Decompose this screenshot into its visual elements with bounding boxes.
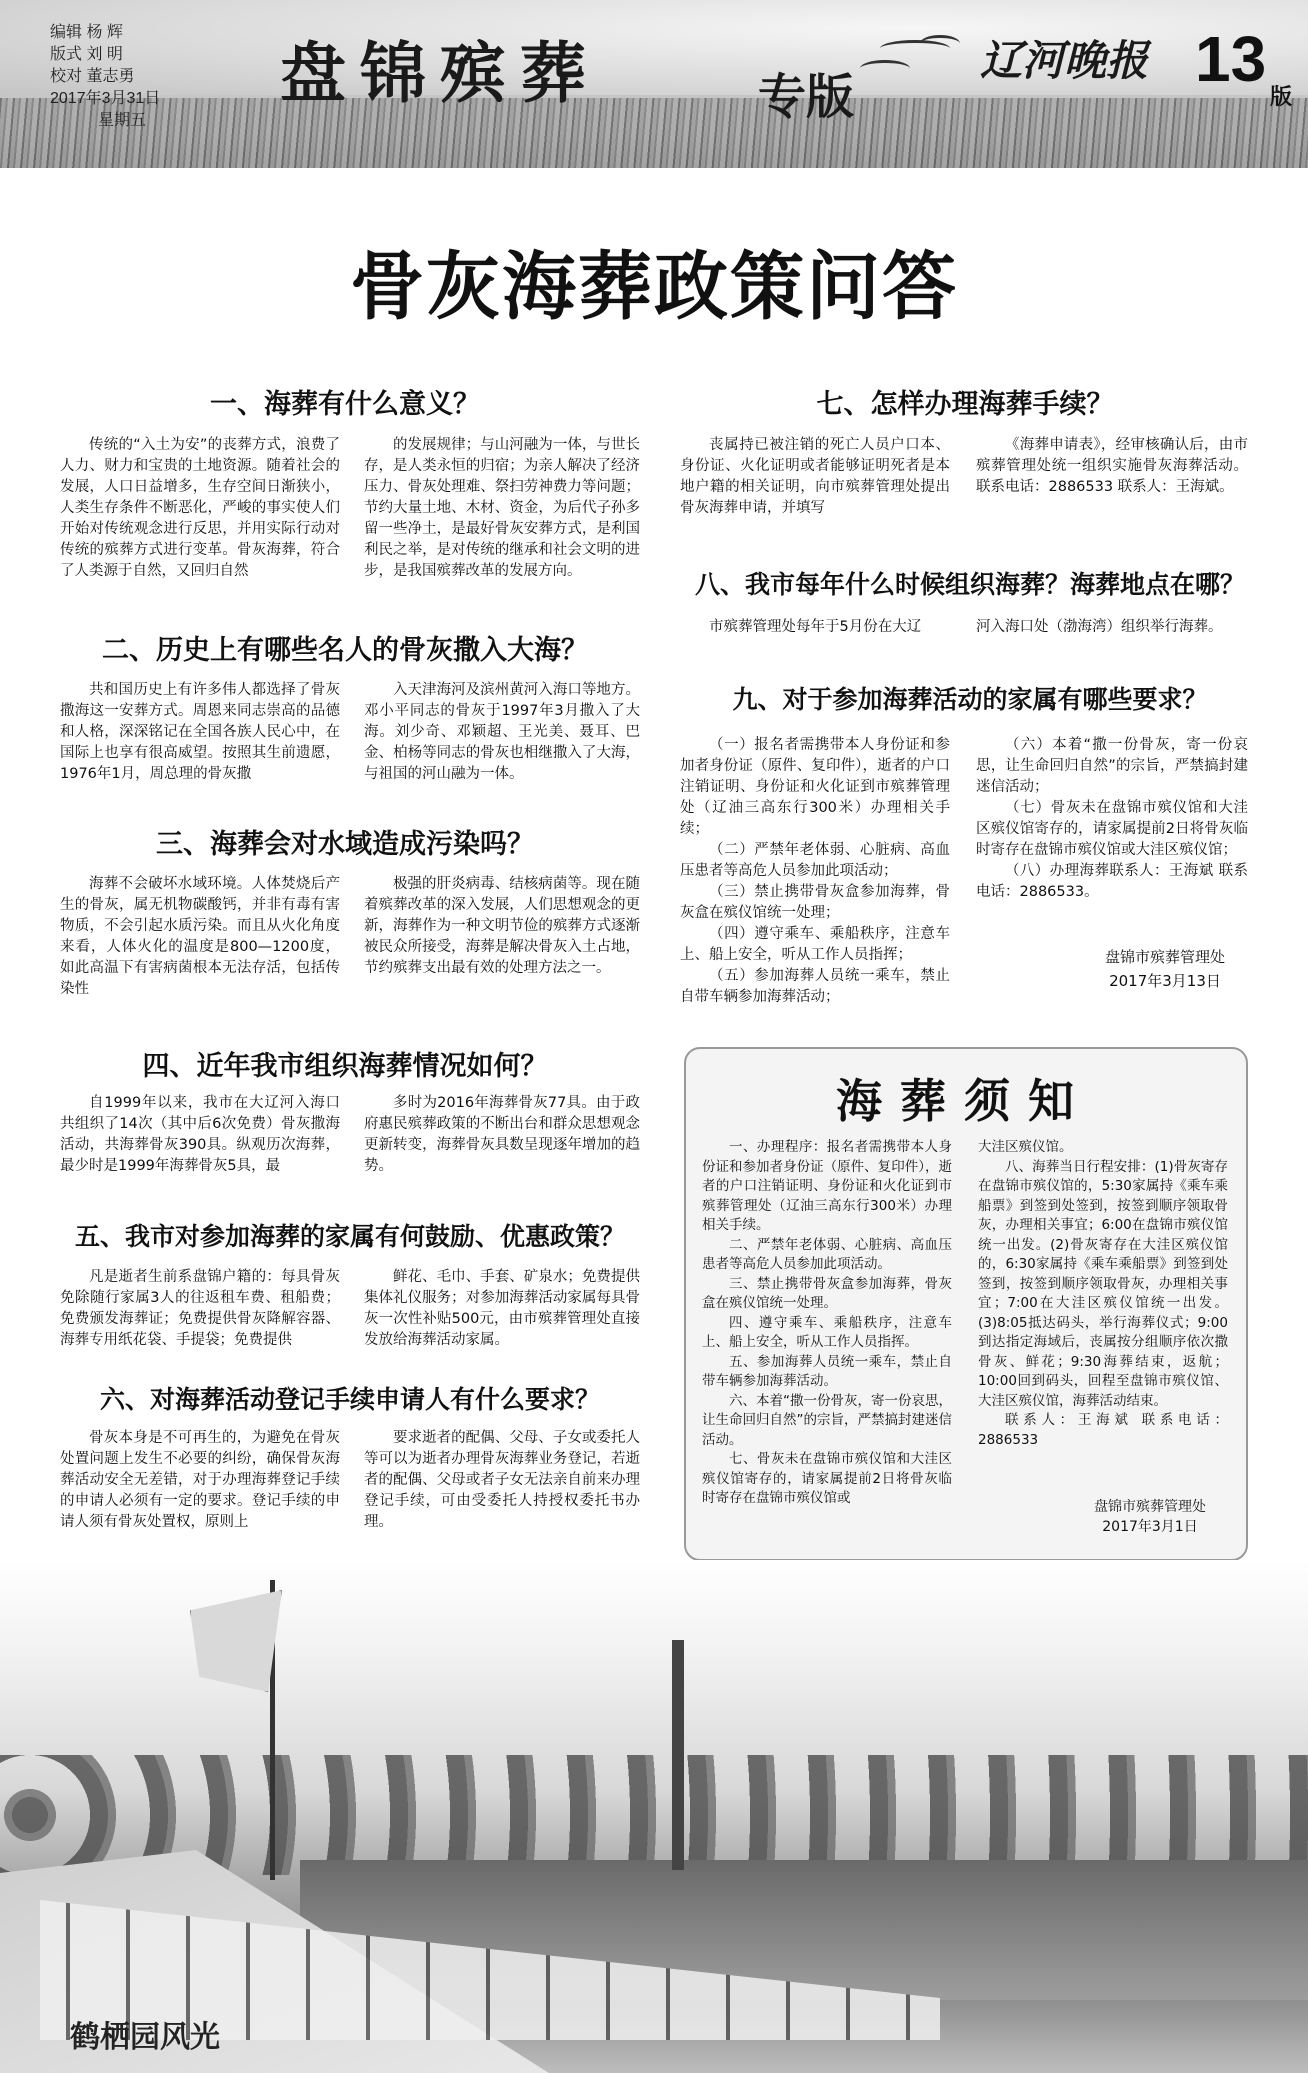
- notice-item: 四、遵守乘车、乘船秩序，注意车上、船上安全，听从工作人员指挥。: [702, 1314, 952, 1350]
- notice-col2: [978, 1138, 1228, 1450]
- editor-credit: 编辑 杨 辉: [50, 24, 123, 41]
- photo-caption: 鹤栖园风光: [70, 2020, 220, 2055]
- question-2-col1: 共和国历史上有许多伟人都选择了骨灰撒海这一安葬方式。周恩来同志崇高的品德和人格，深深铭记在全国各族人民心中，在国际上也享有很高威望。按照其生前遗愿，1976年1月，周总理的骨灰撒: [60, 682, 340, 782]
- question-5-col2: 鲜花、毛巾、手套、矿泉水；免费提供集体礼仪服务；对参加海葬活动家属每具骨灰一次性补贴500元，由市殡葬管理处直接发放给海葬活动家属。: [364, 1269, 640, 1348]
- issue-date: 2017年3月31日: [50, 90, 161, 107]
- question-4-title: 四、近年我市组织海葬情况如何？: [142, 1051, 548, 1082]
- question-3-col1: 海葬不会破坏水域环境。人体焚烧后产生的骨灰，属无机物碳酸钙，并非有毒有害物质，不会引起水质污染。而且从火化角度来看，人体火化的温度是800—1200度，如此高温下有害病菌根本无法存活，包括传染性: [60, 876, 340, 997]
- question-1-col2: 的发展规律；与山河融为一体，与世长存，是人类永恒的归宿；为亲人解决了经济压力、骨灰处理难、祭扫劳神费力等问题；节约大量土地、木材、资金，为后代子孙多留一些净土，是最好骨灰安葬方式，是利国利民之举，是对传统的继承和社会文明的进步，是我国殡葬改革的发展方向。: [364, 437, 640, 579]
- question-3-col2: 极强的肝炎病毒、结核病菌等。现在随着殡葬改革的深入发展，人们思想观念的更新，海葬作为一种文明节俭的殡葬方式逐渐被民众所接受，海葬是解决骨灰入土占地，节约殡葬支出最有效的处理方法之一。: [364, 876, 640, 976]
- notice-item: 二、严禁年老体弱、心脏病、高血压患者等高危人员参加此项活动。: [702, 1236, 952, 1272]
- notice-col1: [702, 1138, 952, 1509]
- notice-item: 大洼区殡仪馆。: [978, 1139, 1073, 1155]
- requirement-item: （一）报名者需携带本人身份证和参加者身份证（原件、复印件），逝者的户口注销证明、身份证和火化证到市殡葬管理处（辽油三高东行300米）办理相关手续；: [680, 737, 950, 837]
- requirement-item: （六）本着“撒一份骨灰，寄一份哀思，让生命回归自然”的宗旨，严禁搞封建迷信活动；: [976, 737, 1248, 795]
- question-1-col1: 传统的“入土为安”的丧葬方式，浪费了人力、财力和宝贵的土地资源。随着社会的发展，人口日益增多，生存空间日渐狭小，人类生存条件不断恶化，严峻的事实使人们开始对传统观念进行反思，并用实际行动对传统的殡葬方式进行变革。骨灰海葬，符合了人类源于自然，又回归自然: [60, 437, 340, 579]
- question-2-col2: 入天津海河及滨州黄河入海口等地方。邓小平同志的骨灰于1997年3月撒入了大海。刘少奇、邓颖超、王光美、聂耳、巴金、柏杨等同志的骨灰也相继撒入了大海，与祖国的河山融为一体。: [364, 682, 640, 782]
- section-subtitle: 专版: [758, 69, 855, 125]
- question-8-col1: 市殡葬管理处每年于5月份在大辽: [709, 619, 922, 635]
- section-title: 盘锦殡葬: [280, 34, 600, 112]
- signature-date: 2017年3月13日: [1109, 972, 1221, 990]
- newspaper-name: 辽河晚报: [980, 36, 1149, 85]
- crane-icon: [920, 35, 960, 52]
- question-4-col2: 多时为2016年海葬骨灰77具。由于政府惠民殡葬政策的不断出台和群众思想观念更新转变，海葬骨灰具数呈现逐年增加的趋势。: [364, 1095, 640, 1174]
- question-8-col2: 河入海口处（渤海湾）组织举行海葬。: [976, 619, 1223, 635]
- page-title: 骨灰海葬政策问答: [350, 244, 958, 330]
- signature-date: 2017年3月1日: [1102, 1519, 1198, 1535]
- question-7-col1: 丧属持已被注销的死亡人员户口本、身份证、火化证明或者能够证明死者是本地户籍的相关证明，向市殡葬管理处提出骨灰海葬申请，并填写: [680, 437, 950, 516]
- policy-signature: [1060, 945, 1270, 993]
- question-6-col2: 要求逝者的配偶、父母、子女或委托人等可以为逝者办理骨灰海葬业务登记，若逝者的配偶、父母或者子女无法亲自前来办理登记手续，可由受委托人持授权委托书办理。: [364, 1430, 640, 1530]
- question-7-title: 七、怎样办理海葬手续？: [816, 389, 1114, 420]
- question-4-col1: 自1999年以来，我市在大辽河入海口共组织了14次（其中后6次免费）骨灰撒海活动，共海葬骨灰390具。纵观历次海葬，最少时是1999年海葬骨灰5具，最: [60, 1095, 340, 1174]
- notice-signature: [1060, 1497, 1240, 1537]
- page-number: 13: [1195, 23, 1267, 95]
- park-photo: [0, 1560, 1308, 2073]
- photo-flag: [190, 1590, 282, 1692]
- question-6-title: 六、对海葬活动登记手续申请人有什么要求？: [99, 1385, 600, 1414]
- question-7-col2: 《海葬申请表》，经审核确认后，由市殡葬管理处统一组织实施骨灰海葬活动。联系电话：2886533 联系人：王海斌。: [976, 437, 1248, 495]
- notice-item: 八、海葬当日行程安排：(1)骨灰寄存在盘锦市殡仪馆的，5:30家属持《乘车乘船票》到签到处签到，按签到顺序领取骨灰，办理相关事宜；6:00在盘锦市殡仪馆统一出发。(2)骨灰寄存在大洼区殡仪馆的，6:30家属持《乘车乘船票》到签到处签到，按签到顺序领取骨灰，办理相关事宜；7:00在大洼区殡仪馆统一出发。(3)8:05抵达码头，举行海葬仪式；9:00到达指定海域后，丧属按分组顺序依次撒骨灰、鲜花；9:30海葬结束，返航；10:00回到码头，回程至盘锦市殡仪馆、大洼区殡仪馆，海葬活动结束。: [978, 1158, 1228, 1409]
- requirement-item: （五）参加海葬人员统一乘车，禁止自带车辆参加海葬活动；: [680, 968, 950, 1005]
- question-9-title: 九、对于参加海葬活动的家属有哪些要求？: [732, 685, 1208, 714]
- question-8-title: 八、我市每年什么时候组织海葬？海葬地点在哪？: [694, 570, 1245, 599]
- page-unit: 版: [1270, 84, 1293, 109]
- notice-item: 五、参加海葬人员统一乘车，禁止自带车辆参加海葬活动。: [702, 1353, 952, 1389]
- requirement-item: （三）禁止携带骨灰盒参加海葬，骨灰盒在殡仪馆统一处理；: [680, 884, 950, 921]
- notice-item: 一、办理程序：报名者需携带本人身份证和参加者身份证（原件、复印件），逝者的户口注销证明、身份证和火化证到市殡葬管理处（辽油三高东行300米）办理相关手续。: [702, 1139, 952, 1233]
- requirement-item: （八）办理海葬联系人：王海斌 联系电话：2886533。: [976, 863, 1248, 900]
- requirement-item: （四）遵守乘车、乘船秩序，注意车上、船上安全，听从工作人员指挥；: [680, 926, 950, 963]
- signature-org: 盘锦市殡葬管理处: [1104, 948, 1225, 966]
- proof-credit: 校对 董志勇: [50, 68, 135, 85]
- photo-tower: [672, 1640, 684, 1870]
- question-1-title: 一、海葬有什么意义？: [210, 389, 480, 420]
- question-3-title: 三、海葬会对水域造成污染吗？: [156, 829, 534, 860]
- signature-org: 盘锦市殡葬管理处: [1094, 1499, 1206, 1515]
- question-5-title: 五、我市对参加海葬的家属有何鼓励、优惠政策？: [74, 1222, 625, 1251]
- issue-weekday: 星期五: [98, 112, 147, 129]
- notice-item: 七、骨灰未在盘锦市殡仪馆和大洼区殡仪馆寄存的，请家属提前2日将骨灰临时寄存在盘锦市殡仪馆或: [702, 1451, 952, 1506]
- notice-item: 三、禁止携带骨灰盒参加海葬，骨灰盒在殡仪馆统一处理。: [702, 1275, 952, 1311]
- requirement-item: （七）骨灰未在盘锦市殡仪馆和大洼区殡仪馆寄存的，请家属提前2日将骨灰临时寄存在盘锦市殡仪馆或大洼区殡仪馆；: [976, 800, 1248, 858]
- edition-meta: [50, 22, 160, 132]
- crane-icon: [860, 60, 910, 77]
- notice-title: 海葬须知: [836, 1074, 1092, 1128]
- question-5-col1: 凡是逝者生前系盘锦户籍的：每具骨灰免除随行家属3人的往返租车费、租船费；免费颁发海葬证；免费提供骨灰降解容器、海葬专用纸花袋、手提袋；免费提供: [60, 1269, 340, 1348]
- layout-credit: 版式 刘 明: [50, 46, 123, 63]
- question-9-col2: [976, 735, 1248, 903]
- notice-item: 联系人：王海斌 联系电话：2886533: [978, 1412, 1228, 1448]
- question-9-col1: [680, 735, 950, 1008]
- question-6-col1: 骨灰本身是不可再生的，为避免在骨灰处置问题上发生不必要的纠纷，确保骨灰海葬活动安全无差错，对于办理海葬登记手续的申请人必须有一定的要求。登记手续的申请人须有骨灰处置权，原则上: [60, 1430, 340, 1530]
- notice-item: 六、本着“撒一份骨灰，寄一份哀思，让生命回归自然”的宗旨，严禁搞封建迷信活动。: [702, 1392, 952, 1448]
- requirement-item: （二）严禁年老体弱、心脏病、高血压患者等高危人员参加此项活动；: [680, 842, 950, 879]
- masthead-reeds: [0, 98, 1308, 168]
- question-2-title: 二、历史上有哪些名人的骨灰撒入大海？: [102, 635, 588, 666]
